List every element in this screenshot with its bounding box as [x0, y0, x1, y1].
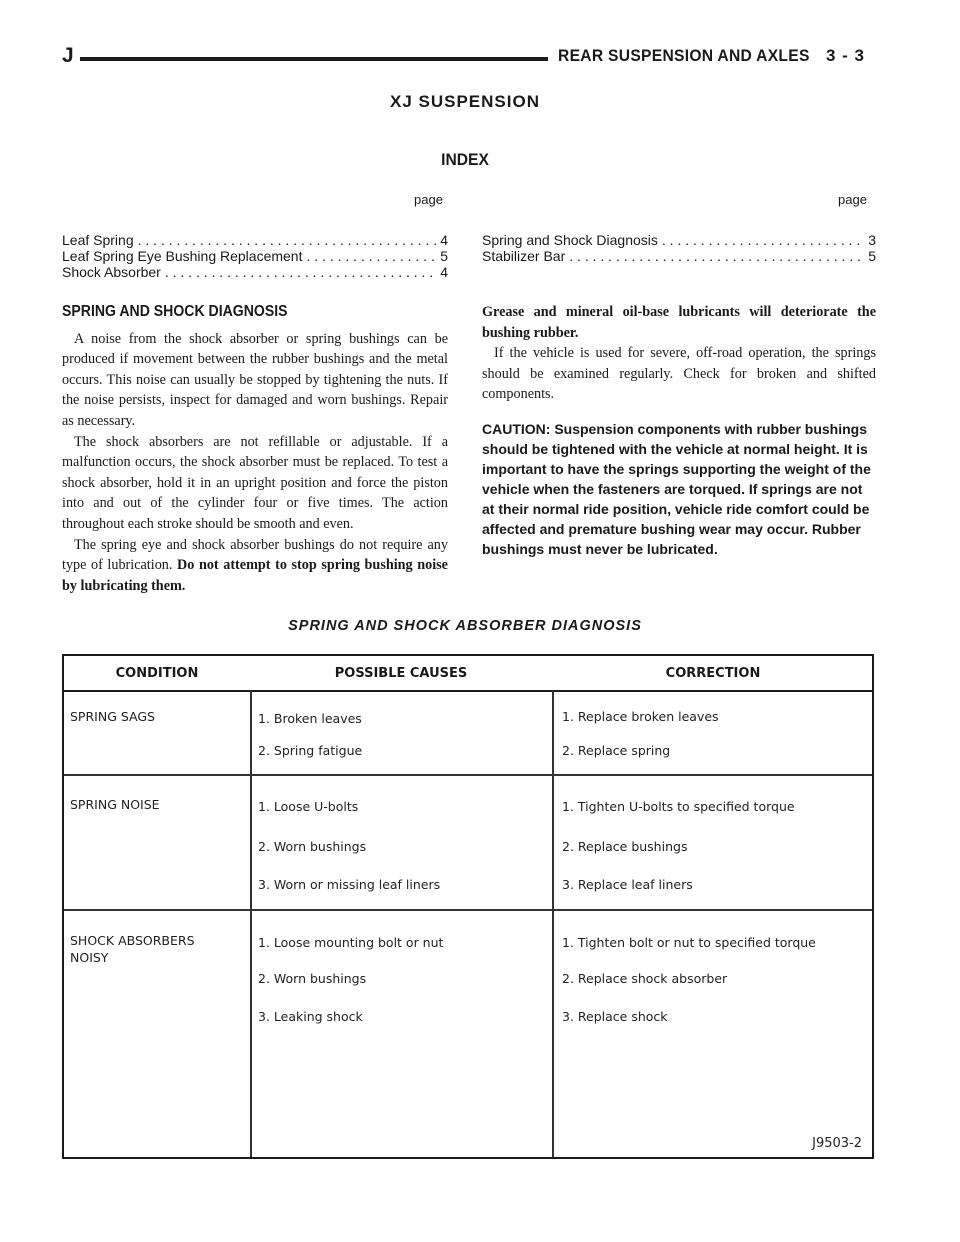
cause-cell: 2. Worn bushings	[258, 971, 367, 986]
cause-cell: 1. Loose U-bolts	[258, 799, 359, 814]
correction-cell: 2. Replace spring	[562, 743, 671, 758]
leader-dots	[662, 232, 864, 248]
cause-cell: 3. Leaking shock	[258, 1009, 363, 1024]
index-entry-title: Spring and Shock Diagnosis	[482, 232, 658, 248]
section-letter: J	[62, 44, 75, 67]
index-entry-page: 4	[440, 264, 448, 280]
index-entry[interactable]	[482, 248, 876, 264]
section-title: XJ SUSPENSION	[390, 92, 540, 111]
correction-cell: 3. Replace shock	[562, 1009, 668, 1024]
cause-cell: 1. Loose mounting bolt or nut	[258, 935, 444, 950]
leader-dots	[306, 248, 436, 264]
correction-cell: 1. Replace broken leaves	[562, 709, 719, 724]
column-header-causes: POSSIBLE CAUSES	[334, 666, 468, 681]
index-page-label-right: page	[838, 192, 867, 207]
cause-cell: 1. Broken leaves	[258, 711, 362, 726]
index-right	[482, 232, 876, 264]
page-number: 3 - 3	[826, 46, 866, 65]
column-header-condition: CONDITION	[115, 666, 199, 681]
column-divider	[552, 690, 554, 1157]
row-divider	[64, 774, 872, 776]
paragraph	[482, 302, 876, 343]
index-entry-page: 3	[868, 232, 876, 248]
correction-cell: 1. Tighten U-bolts to specified torque	[562, 799, 795, 814]
caution-note: CAUTION: Suspension components with rubber bushings should be tightened with the vehicle at normal height. It is important to have the springs supporting the weight of the vehicle when the fasteners are torqued. If springs are not at their normal ride position, vehicle ride comfort could be affected and premature bushing wear may occur. Rubber bushings must never be lubricated.	[482, 420, 871, 557]
row-divider	[64, 909, 872, 911]
index-entry-title: Leaf Spring Eye Bushing Replacement	[62, 248, 303, 264]
correction-cell: 3. Replace leaf liners	[562, 877, 693, 892]
column-header-correction: CORRECTION	[665, 666, 761, 681]
index-entry-title: Shock Absorber	[62, 264, 161, 280]
header-title: REAR SUSPENSION AND AXLES	[558, 46, 810, 65]
index-entry-title: Leaf Spring	[62, 232, 134, 248]
leader-dots	[165, 264, 436, 280]
header-rule	[80, 57, 548, 61]
diagnosis-table	[62, 654, 874, 1159]
index-left	[62, 232, 448, 280]
cause-cell: 2. Worn bushings	[258, 839, 367, 854]
condition-cell: SPRING SAGS	[70, 709, 155, 724]
index-entry-title: Stabilizer Bar	[482, 248, 566, 264]
index-entry-page: 5	[868, 248, 876, 264]
body-column-right	[482, 302, 876, 559]
cause-cell: 2. Spring fatigue	[258, 743, 363, 758]
cause-cell: 3. Worn or missing leaf liners	[258, 877, 441, 892]
leader-dots	[138, 232, 437, 248]
index-entry-page: 4	[440, 232, 448, 248]
condition-cell: SPRING NOISE	[70, 797, 160, 812]
condition-cell: SHOCK ABSORBERS NOISY	[70, 933, 195, 965]
index-entry[interactable]	[62, 232, 448, 248]
paragraph: A noise from the shock absorber or spring bushings can be produced if movement between the rubber bushings and the metal occurs. This noise can usually be stopped by tightening the nuts. If the noise persists, inspect for damaged and worn bushings. Repair as necessary.	[62, 330, 448, 429]
index-page-label-left: page	[414, 192, 443, 207]
index-entry[interactable]	[62, 264, 448, 280]
correction-cell: 2. Replace shock absorber	[562, 971, 728, 986]
index-title: INDEX	[441, 150, 489, 169]
paragraph: The shock absorbers are not refillable or adjustable. If a malfunction occurs, the shock absorber must be replaced. To test a shock absorber, hold it in an upright position and force the piston into and out of the cylinder four or five times. The action throughout each stroke should be smooth and even.	[62, 433, 448, 532]
index-entry[interactable]	[482, 232, 876, 248]
paragraph: If the vehicle is used for severe, off-road operation, the springs should be examined regularly. Check for broken and shifted components.	[482, 345, 876, 403]
warning-text: Do not attempt to stop spring bushing noise by lubricating them.	[62, 557, 448, 594]
warning-continuation: Grease and mineral oil-base lubricants will deteriorate the bushing rubber.	[482, 304, 876, 341]
body-column-left	[62, 302, 448, 596]
index-entry-page: 5	[440, 248, 448, 264]
figure-id: J9503-2	[812, 1136, 862, 1151]
table-caption: SPRING AND SHOCK ABSORBER DIAGNOSIS	[288, 618, 642, 634]
paragraph-text: The spring eye and shock absorber bushings do not require any type of lubrication.	[62, 536, 448, 574]
correction-cell: 2. Replace bushings	[562, 839, 688, 854]
leader-dots	[569, 248, 864, 264]
index-entry[interactable]	[62, 248, 448, 264]
diagnosis-heading: SPRING AND SHOCK DIAGNOSIS	[62, 303, 288, 320]
header-rule	[64, 690, 872, 692]
correction-cell: 1. Tighten bolt or nut to specified torque	[562, 935, 816, 950]
paragraph	[62, 535, 448, 597]
column-divider	[250, 690, 252, 1157]
